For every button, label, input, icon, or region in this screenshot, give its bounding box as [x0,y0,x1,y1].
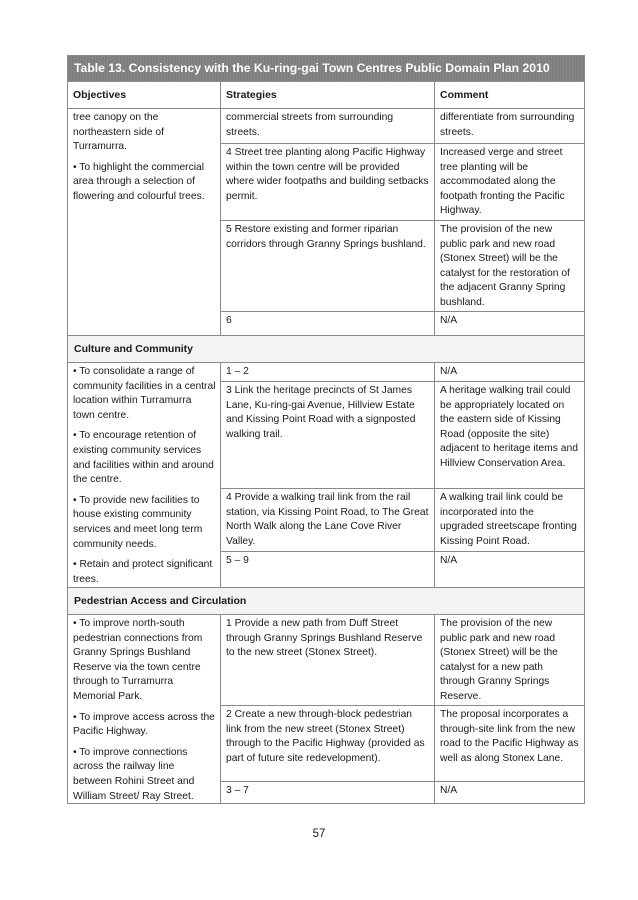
header-comment: Comment [434,82,584,108]
table-row [220,220,584,311]
comment-cell: The provision of the new public park and new road (Stonex Street) will be the catalyst for the restoration of the adjacent Granny Spring bushland. [434,221,584,311]
comment-cell: A heritage walking trail could be appropriately located on the eastern side of Kissing Road (opposite the site) adjacent to heritage items and Hillview Conservation Area. [434,382,584,488]
page-number: 57 [312,828,326,840]
objective-text: • To provide new facilities to house existing community services and meet long term community needs. [73,494,203,550]
objective-text: • To improve connections across the railway line between Rohini Street and William Street/ Ray Street. [73,746,195,802]
strategy-cell: 2 Create a new through-block pedestrian link from the new street (Stonex Street) through to the Pacific Highway (provided as part of future site redevelopment). [220,706,434,781]
objective-text: • Retain and protect significant trees. [73,559,213,585]
strategy-cell: commercial streets from surrounding streets. [220,109,434,143]
table-row [220,109,584,143]
objectives-cell [68,615,220,803]
objective-text: • To improve access across the Pacific Highway. [73,711,215,738]
section-culture-and-community: Culture and Community [68,336,584,363]
objectives-cell [68,109,220,335]
table-title: Table 13. Consistency with the Ku-ring-gai Town Centres Public Domain Plan 2010 [68,56,584,82]
objective-text: • To highlight the commercial area through a selection of flowering and colourful trees. [73,161,205,202]
objective-text: • To improve north-south pedestrian connections from Granny Springs Bushland Reserve via the town centre through to Turramurra Memorial Park. [73,618,203,702]
strategy-cell: 1 Provide a new path from Duff Street through Granny Springs Bushland Reserve to the new street (Stonex Street). [220,615,434,705]
strategy-rows [220,615,584,803]
strategy-cell: 3 Link the heritage precincts of St James Lane, Ku-ring-gai Avenue, Hillview Estate and Kissing Point Road with a signposted walking trail. [220,382,434,488]
table-header-row [68,82,584,109]
comment-cell: differentiate from surrounding streets. [434,109,584,143]
comment-cell: N/A [434,363,584,381]
strategy-cell: 5 – 9 [220,552,434,587]
comment-cell: The proposal incorporates a through-site link from the new road to the Pacific Highway as well as along Stonex Lane. [434,706,584,781]
table-row [220,615,584,705]
table-block-pedestrian [68,615,584,803]
objectives-cell [68,363,220,587]
objective-text: • To encourage retention of existing community services and facilities within and around the centre. [73,430,214,486]
strategy-cell: 1 – 2 [220,363,434,381]
table-block-public-domain [68,109,584,336]
table-row [220,381,584,488]
strategy-cell: 4 Street tree planting along Pacific Highway within the town centre will be provided where wider footpaths and building setbacks permit. [220,144,434,220]
table-row [220,705,584,781]
header-objectives: Objectives [73,89,127,101]
table-row [220,311,584,335]
strategy-cell: 6 [220,312,434,335]
strategy-cell: 3 – 7 [220,782,434,803]
table-block-culture [68,363,584,588]
strategy-cell: 5 Restore existing and former riparian corridors through Granny Springs bushland. [220,221,434,311]
objective-text: • To consolidate a range of community facilities in a central location within Turramurra town centre. [73,366,216,421]
table-row [220,488,584,551]
table-row [220,781,584,803]
comment-cell: Increased verge and street tree planting will be accommodated along the footpath fronting the Pacific Highway. [434,144,584,220]
strategy-cell: 4 Provide a walking trail link from the rail station, via Kissing Point Road, to The Great North Walk along the Lane Cove River Valley. [220,489,434,551]
table-row [220,143,584,220]
header-strategies: Strategies [220,82,434,108]
table-row [220,551,584,587]
consistency-table [67,55,585,804]
comment-cell: N/A [434,312,584,335]
comment-cell: N/A [434,782,584,803]
section-pedestrian-access: Pedestrian Access and Circulation [68,588,584,615]
comment-cell: A walking trail link could be incorporated into the upgraded streetscape fronting Kissing Point Road. [434,489,584,551]
objective-text: tree canopy on the northeastern side of Turramurra. [73,112,165,153]
strategy-rows [220,363,584,587]
table-row [220,363,584,381]
comment-cell: The provision of the new public park and new road (Stonex Street) will be the catalyst for a new path through Granny Springs Reserve. [434,615,584,705]
strategy-rows [220,109,584,335]
comment-cell: N/A [434,552,584,587]
